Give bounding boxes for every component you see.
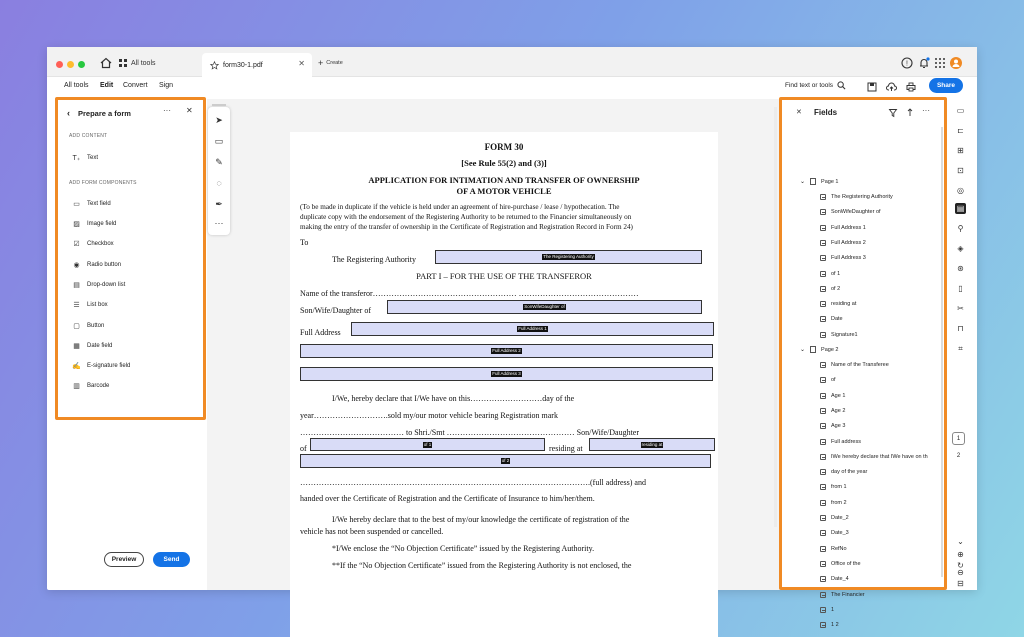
find-text-or-tools[interactable] [785, 81, 846, 90]
field-list-item[interactable] [820, 592, 865, 598]
next-page-number[interactable]: 2 [956, 453, 961, 459]
field-list-label: Full Address 2 [831, 239, 866, 246]
browser-titlebar [47, 47, 977, 77]
close-tab-icon[interactable]: ✕ [298, 59, 305, 68]
create-button[interactable] [318, 58, 343, 68]
field-list-label: IWe hereby declare that IWe have on th [831, 453, 928, 460]
tab-all-tools[interactable] [119, 54, 156, 72]
field-name-tag: Full Address 1 [518, 326, 547, 331]
best-knowledge-line2: vehicle has not been suspended or cancelled. [300, 527, 444, 536]
handed-over-line: handed over the Certificate of Registration and the Certificate of Insurance to him/her/them. [300, 494, 595, 503]
field-list-label: Date_3 [831, 530, 849, 537]
part1-heading: PART I – FOR THE USE OF THE TRANSFEROR [416, 271, 592, 281]
scissors-icon[interactable]: ✂ [957, 304, 964, 313]
bookmark-icon[interactable]: ⊏ [957, 126, 964, 135]
component-label: List box [87, 301, 108, 308]
fields-more-icon[interactable]: ··· [922, 106, 930, 115]
field-list-label: Date [831, 316, 843, 323]
menu-all-tools[interactable]: All tools [64, 82, 89, 89]
apps-grid-icon[interactable] [933, 56, 947, 70]
declare-line2: year……………………….sold my/our motor vehicle bearing Registration mark [300, 411, 558, 420]
rotate-icon[interactable]: ↻ [957, 561, 964, 570]
add-text-label: Text [87, 154, 99, 161]
field-list-label: Age 1 [831, 392, 846, 399]
of-label: of [300, 444, 307, 453]
save-icon[interactable] [867, 82, 877, 92]
text-field-icon [820, 592, 826, 598]
send-button[interactable]: Send [153, 552, 190, 567]
thumbnails-icon[interactable]: ⊞ [957, 146, 964, 155]
add-components-heading: ADD FORM COMPONENTS [69, 180, 137, 186]
field-list-label: from 1 [831, 484, 847, 491]
fields-panel-highlight [779, 97, 947, 590]
tab-file[interactable] [202, 53, 312, 77]
svg-text:!: ! [906, 60, 908, 68]
stack-icon[interactable]: ◈ [957, 244, 964, 253]
field-list-label: of 2 [831, 285, 841, 292]
field-list-label: from 2 [831, 499, 847, 506]
text-field-icon [820, 622, 826, 628]
right-tool-rail [945, 99, 977, 590]
form-heading-line1: APPLICATION FOR INTIMATION AND TRANSFER OF OWNERSHIP [368, 175, 640, 185]
field-list-label: SonWifeDaughter of [831, 209, 881, 216]
find-label: Find text or tools [785, 82, 834, 89]
document-scrollbar[interactable] [774, 107, 777, 527]
add-text-icon: T₊ [72, 154, 81, 162]
pdf-page [290, 132, 718, 637]
field-name-tag: of 2 [501, 458, 510, 463]
back-arrow-icon[interactable]: ‹ [67, 108, 70, 118]
close-panel-icon[interactable]: ✕ [186, 106, 193, 115]
field-list-label: residing at [831, 301, 857, 308]
transferor-name-line: Name of the transferor……………………………………………… ……………………………………… [300, 289, 639, 298]
noc-line2: **If the “No Objection Certificate” issued from the Registering Authority is not enclosed, the [332, 561, 632, 570]
attachments-icon[interactable]: ⊡ [957, 166, 964, 175]
field-list-label: Signature1 [831, 331, 858, 338]
component-label: Date field [87, 342, 113, 349]
field-list-label: Full Address 1 [831, 224, 866, 231]
pen-icon[interactable]: ✎ [215, 156, 223, 167]
menu-edit[interactable]: Edit [100, 82, 114, 89]
field-list-label: Date_4 [831, 576, 849, 583]
full-address-label: Full Address [300, 328, 341, 337]
field-residing-at[interactable] [589, 438, 715, 451]
field-list-label: Date_2 [831, 515, 849, 521]
field-name-tag: Full Address 2 [492, 348, 521, 353]
chevron-down-icon[interactable]: ⌄ [957, 537, 964, 546]
field-son-wife-daughter[interactable] [387, 300, 702, 314]
field-list-item[interactable] [820, 607, 834, 613]
component-label: Drop-down list [87, 281, 126, 288]
panel-title: Prepare a form [78, 108, 131, 118]
field-list-label: Name of the Transferee [831, 362, 889, 368]
collapse-chevron-icon: ⌄ [800, 347, 806, 353]
lock-icon[interactable]: ⊓ [957, 324, 964, 333]
component-label: Checkbox [87, 240, 114, 247]
dropdown-list-icon: ▤ [73, 281, 80, 289]
field-list-label: of 1 [831, 270, 841, 277]
field-full-address-3[interactable] [300, 367, 713, 381]
field-list-item[interactable] [820, 622, 839, 628]
star-icon[interactable] [210, 61, 219, 70]
layers-target-icon[interactable]: ◎ [957, 186, 964, 195]
form-heading-line2: OF A MOTOR VEHICLE [456, 186, 552, 196]
link-icon[interactable]: ⚲ [957, 224, 964, 233]
e-signature-icon: ✍ [72, 362, 81, 370]
add-content-heading: ADD CONTENT [69, 133, 108, 139]
registering-label: The Registering Authority [332, 255, 416, 264]
tab-file-label: form30-1.pdf [223, 61, 263, 69]
full-address-dots-line: ……………………………………………………………………………………………….(full address) and [300, 478, 646, 487]
toolbar-grip[interactable] [212, 104, 226, 106]
field-registering-authority[interactable] [435, 250, 702, 264]
component-label: Button [87, 322, 105, 329]
component-label: Radio button [87, 261, 122, 268]
text-field-icon: ▭ [73, 200, 80, 208]
page2-label: Page 2 [821, 346, 839, 353]
comment-icon[interactable]: ▭ [214, 135, 224, 146]
field-list-label: Age 3 [831, 423, 846, 430]
field-list-label: The Financier [831, 591, 865, 598]
image-field-icon: ▨ [73, 220, 80, 228]
barcode-icon: ▥ [73, 382, 80, 390]
field-name-tag: SonWifeDaughter of [524, 304, 565, 309]
button-icon: ▢ [73, 322, 80, 330]
component-label: E-signature field [87, 362, 131, 369]
component-label: Text field [87, 200, 111, 207]
user-avatar-icon[interactable] [949, 56, 963, 70]
to-label: To [300, 238, 309, 247]
radio-button-icon: ◉ [73, 261, 80, 269]
plus-icon: + [318, 58, 324, 68]
field-full-address-1[interactable] [351, 322, 714, 336]
declare-line1: I/We, hereby declare that I/We have on this………………………day of the [332, 394, 575, 403]
form-rule: [See Rule 55(2) and (3)] [461, 158, 547, 168]
create-label: Create [326, 60, 343, 66]
menu-convert[interactable]: Convert [123, 82, 148, 89]
field-list-label: 1 2 [831, 622, 839, 629]
son-wife-label: Son/Wife/Daughter of [300, 306, 371, 315]
grid-icon [119, 59, 127, 67]
field-list-label: Age 2 [831, 407, 846, 414]
field-name-tag: The Registering Authority [543, 254, 594, 259]
fit-page-icon[interactable]: ⊟ [957, 579, 964, 588]
field-full-address-2[interactable] [300, 344, 713, 358]
preview-button[interactable]: Preview [104, 552, 144, 567]
field-list-label: of [831, 377, 836, 384]
field-name-tag: residing at [641, 441, 663, 447]
signature-pen-icon[interactable]: ✒ [215, 198, 223, 209]
cloud-upload-icon[interactable] [886, 82, 897, 92]
field-list-label: RefNo [831, 545, 847, 552]
zoom-in-icon[interactable]: ⊕ [957, 550, 964, 559]
stamp-icon[interactable]: ⊛ [957, 264, 964, 273]
field-list-label: Full Address 3 [831, 255, 866, 262]
field-list-label: 1 [831, 606, 835, 613]
list-box-icon: ☰ [73, 301, 80, 309]
intro-line3: making the entry of the transfer of ownership in the Certificate of Registration and Registration Record in Form 24) [300, 223, 633, 231]
lasso-icon[interactable]: ◌ [216, 178, 222, 188]
field-list-label: day of the year [831, 469, 868, 476]
more-tools-icon[interactable]: ··· [214, 218, 224, 228]
crop-icon[interactable]: ⌗ [958, 343, 963, 353]
tab-all-tools-label: All tools [131, 59, 156, 67]
menu-sign[interactable]: Sign [159, 82, 174, 89]
share-button[interactable]: Share [929, 78, 963, 93]
print-icon[interactable] [906, 82, 916, 92]
close-fields-icon[interactable]: ✕ [796, 109, 802, 116]
field-list-label: Full address [831, 438, 861, 445]
left-panel-highlight [55, 97, 206, 420]
page1-label: Page 1 [821, 178, 839, 185]
best-knowledge-line1: I/We hereby declare that to the best of my/our knowledge the certificate of registration of the [332, 515, 630, 524]
component-label: Barcode [87, 382, 110, 389]
minimize-window-button[interactable] [67, 61, 74, 68]
document-icon[interactable]: ▯ [958, 284, 963, 293]
field-name-tag: of 1 [423, 441, 432, 447]
fields-title: Fields [814, 108, 838, 117]
current-page-box[interactable]: 1 [952, 432, 965, 445]
field-of-2[interactable] [300, 454, 711, 468]
field-name-tag: Full Address 3 [492, 371, 521, 376]
home-icon[interactable] [99, 56, 113, 70]
close-window-button[interactable] [56, 61, 63, 68]
select-cursor-icon[interactable]: ➤ [215, 114, 223, 125]
noc-line1: *I/We enclose the “No Objection Certificate” issued by the Registering Authority. [332, 544, 595, 553]
component-label: Image field [87, 220, 117, 227]
maximize-window-button[interactable] [78, 61, 85, 68]
app-window [47, 47, 977, 629]
intro-line1: (To be made in duplicate if the vehicle is held under an agreement of hire-purchase / lease / hypothecation. The [300, 203, 620, 211]
comments-icon[interactable]: ▭ [956, 106, 965, 115]
form-title: FORM 30 [484, 142, 524, 152]
more-options-icon[interactable]: ··· [163, 106, 171, 115]
menu-bar [47, 77, 977, 99]
text-field-icon [820, 607, 826, 613]
search-icon [837, 81, 846, 90]
annotation-toolbar [208, 107, 230, 235]
date-field-icon: ▦ [73, 342, 80, 350]
prepare-form-icon[interactable]: ▤ [956, 204, 965, 213]
checkbox-icon: ☑ [73, 240, 80, 248]
field-of-1[interactable] [310, 438, 545, 451]
zoom-out-icon[interactable]: ⊖ [957, 568, 964, 577]
intro-line2: duplicate copy with the endorsement of the Registering Authority to be returned to the Financier simultaneously on [300, 213, 632, 221]
field-list-label: The Registering Authority [831, 194, 893, 200]
residing-label: residing at [549, 444, 583, 453]
declare-line3: ………………………………… to Shri./Smt ………………………………………… Son/Wife/Daughter [300, 428, 640, 437]
field-list-label: Office of the [831, 560, 861, 567]
help-icon[interactable] [900, 56, 914, 70]
notification-bell-icon[interactable] [917, 56, 931, 70]
collapse-chevron-icon: ⌄ [800, 179, 806, 185]
